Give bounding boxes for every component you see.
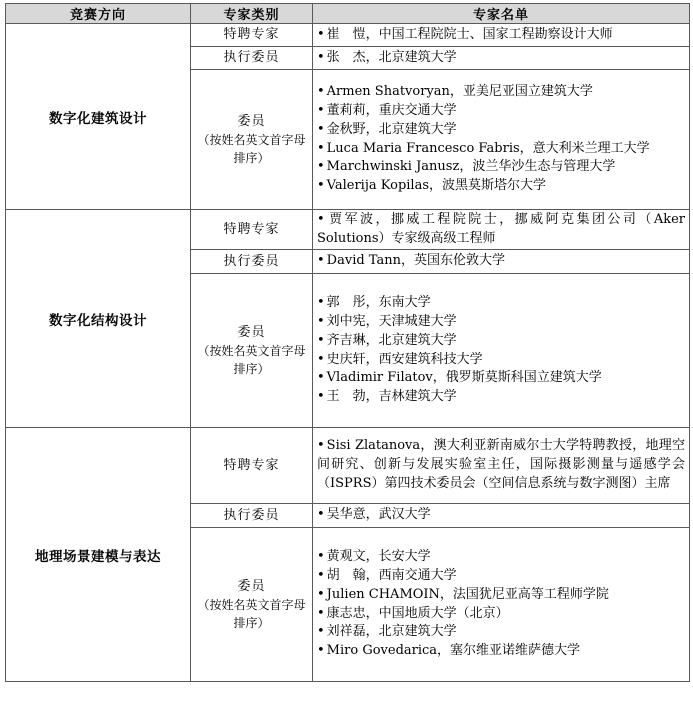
- section-2-names-1: [313, 210, 690, 250]
- section-1-category-2: 执行委员: [191, 47, 313, 70]
- list-item: • Luca Maria Francesco Fabris，意大利米兰理工大学: [317, 140, 650, 156]
- sort-note: （按姓名英文首字母排序）: [197, 132, 306, 165]
- list-item: • Armen Shatvoryan，亚美尼亚国立建筑大学: [317, 84, 593, 100]
- expert-table: [5, 3, 690, 682]
- header-names: 专家名单: [313, 4, 690, 24]
- sort-note: （按姓名英文首字母排序）: [197, 343, 306, 376]
- section-3-names-1: [313, 428, 690, 504]
- list-item: • 贾军波，挪威工程院院士，挪威阿克集团公司（Aker Solutions）专家级高级工程师: [317, 211, 685, 246]
- section-2-category-2: 执行委员: [191, 250, 313, 274]
- section-2-names-3: [313, 274, 690, 428]
- section-3-row-1: [6, 428, 690, 504]
- header-category: 专家类别: [191, 4, 313, 24]
- section-3-category-2: 执行委员: [191, 504, 313, 528]
- section-2-direction: 数字化结构设计: [6, 210, 191, 428]
- list-item: • David Tann，英国东伦敦大学: [317, 253, 505, 269]
- section-2-category-1: 特聘专家: [191, 210, 313, 250]
- list-item: • 齐吉琳，北京建筑大学: [317, 332, 457, 348]
- list-item: • 刘祥磊，北京建筑大学: [317, 624, 457, 640]
- list-item: • 金秋野，北京建筑大学: [317, 121, 457, 137]
- section-2-names-2: [313, 250, 690, 274]
- header-row: [6, 4, 690, 24]
- list-item: • 吴华意，武汉大学: [317, 507, 431, 523]
- section-2-category-3: 委员 （按姓名英文首字母排序）: [191, 274, 313, 428]
- section-2-row-1: [6, 210, 690, 250]
- section-3-names-3: [313, 528, 690, 682]
- list-item: • 胡 翰，西南交通大学: [317, 567, 457, 583]
- list-item: • 黄观文，长安大学: [317, 549, 431, 565]
- list-item: • Vladimir Filatov，俄罗斯莫斯科国立建筑大学: [317, 370, 602, 386]
- list-item: • 崔 愷，中国工程院院士、国家工程勘察设计大师: [317, 26, 613, 42]
- list-item: • 郭 彤，东南大学: [317, 295, 431, 311]
- section-3-category-3: 委员 （按姓名英文首字母排序）: [191, 528, 313, 682]
- section-1-category-1: 特聘专家: [191, 24, 313, 47]
- section-1-row-1: [6, 24, 690, 47]
- list-item: • Julien CHAMOIN，法国犹尼亚高等工程师学院: [317, 586, 609, 602]
- list-item: • Sisi Zlatanova，澳大利亚新南威尔士大学特聘教授，地理空间研究、创新与发展实验室主任，国际摄影测量与遥感学会（ISPRS）第四技术委员会（空间信息系统与数字测图）主席: [317, 438, 685, 491]
- section-1-direction: 数字化建筑设计: [6, 24, 191, 210]
- header-direction: 竞赛方向: [6, 4, 191, 24]
- sort-note: （按姓名英文首字母排序）: [197, 597, 306, 630]
- section-1-names-1: [313, 24, 690, 47]
- list-item: • Marchwinski Janusz，波兰华沙生态与管理大学: [317, 159, 616, 175]
- section-1-names-2: [313, 47, 690, 70]
- list-item: • Valerija Kopilas，波黑莫斯塔尔大学: [317, 178, 547, 194]
- list-item: • 史庆轩，西安建筑科技大学: [317, 351, 483, 367]
- section-1-names-3: [313, 70, 690, 210]
- section-3-names-2: [313, 504, 690, 528]
- list-item: • 刘中宪，天津城建大学: [317, 313, 457, 329]
- list-item: • 张 杰，北京建筑大学: [317, 49, 457, 65]
- list-item: • Miro Govedarica，塞尔维亚诺维萨德大学: [317, 643, 581, 659]
- section-1-category-3: 委员 （按姓名英文首字母排序）: [191, 70, 313, 210]
- list-item: • 董莉莉，重庆交通大学: [317, 102, 457, 118]
- list-item: • 王 勃，吉林建筑大学: [317, 389, 457, 405]
- section-3-category-1: 特聘专家: [191, 428, 313, 504]
- section-3-direction: 地理场景建模与表达: [6, 428, 191, 682]
- list-item: • 康志忠，中国地质大学（北京）: [317, 605, 509, 621]
